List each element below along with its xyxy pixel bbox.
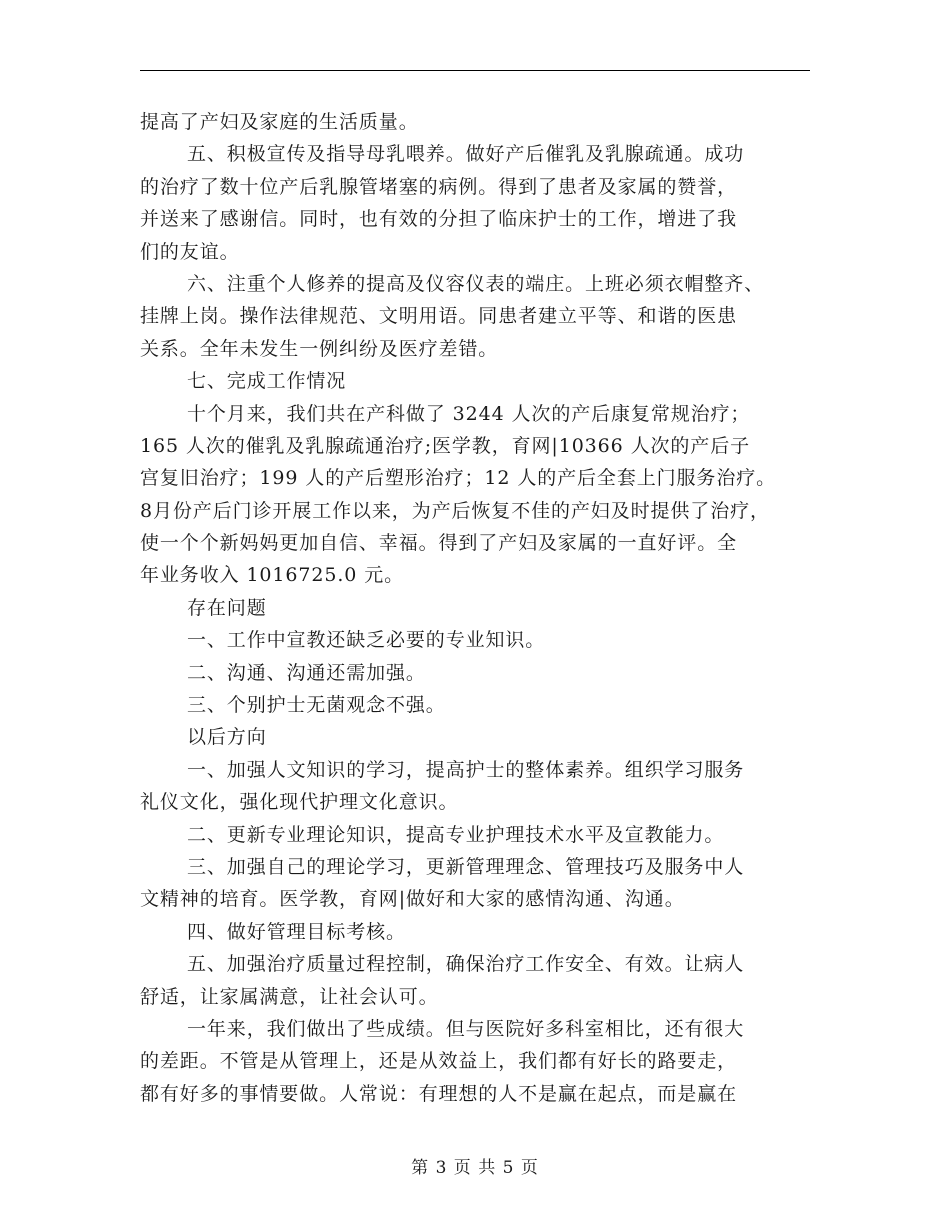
- text-line: 挂牌上岗。操作法律规范、文明用语。同患者建立平等、和谐的医患: [140, 305, 738, 328]
- text-line: 三、加强自己的理论学习，更新管理理念、管理技巧及服务中人: [187, 855, 745, 878]
- text-line: 存在问题: [187, 596, 267, 619]
- text-line: 165 人次的催乳及乳腺疏通治疗;医学教，育网|10366 人次的产后子: [140, 434, 750, 457]
- text-line: 舒适，让家属满意，让社会认可。: [140, 985, 439, 1008]
- text-line: 8月份产后门诊开展工作以来，为产后恢复不佳的产妇及时提供了治疗，: [140, 499, 770, 522]
- text-line: 提高了产妇及家庭的生活质量。: [140, 111, 419, 133]
- header-rule: [140, 70, 810, 71]
- text-line: 七、完成工作情况: [187, 370, 347, 393]
- text-line: 都有好多的事情要做。人常说：有理想的人不是赢在起点，而是赢在: [140, 1082, 738, 1105]
- text-line: 五、加强治疗质量过程控制，确保治疗工作安全、有效。让病人: [187, 953, 745, 976]
- text-line: 宫复旧治疗；199 人的产后塑形治疗；12 人的产后全套上门服务治疗。: [140, 467, 777, 490]
- page-number: 第 3 页 共 5 页: [411, 1158, 539, 1178]
- text-line: 以后方向: [187, 726, 267, 749]
- text-line: 年业务收入 1016725.0 元。: [140, 564, 405, 587]
- text-line: 的差距。不管是从管理上，还是从效益上，我们都有好长的路要走，: [140, 1050, 738, 1073]
- text-line: 十个月来，我们共在产科做了 3244 人次的产后康复常规治疗；: [187, 402, 751, 425]
- text-line: 一、工作中宣教还缺乏必要的专业知识。: [187, 629, 546, 652]
- text-line: 礼仪文化，强化现代护理文化意识。: [140, 791, 459, 814]
- text-line: 一、加强人文知识的学习，提高护士的整体素养。组织学习服务: [187, 758, 745, 781]
- text-line: 一年来，我们做出了些成绩。但与医院好多科室相比，还有很大: [187, 1017, 745, 1040]
- text-line: 六、注重个人修养的提高及仪容仪表的端庄。上班必须衣帽整齐、: [187, 272, 765, 295]
- text-line: 们的友谊。: [140, 240, 240, 263]
- text-line: 二、沟通、沟通还需加强。: [187, 661, 426, 684]
- document-body: [140, 106, 820, 1110]
- text-line: 五、积极宣传及指导母乳喂养。做好产后催乳及乳腺疏通。成功: [187, 143, 745, 166]
- text-line: 的治疗了数十位产后乳腺管堵塞的病例。得到了患者及家属的赞誉，: [140, 175, 738, 198]
- text-line: 四、做好管理目标考核。: [187, 920, 406, 943]
- text-line: 三、个别护士无菌观念不强。: [187, 694, 446, 717]
- text-line: 文精神的培育。医学教，育网|做好和大家的感情沟通、沟通。: [140, 888, 685, 911]
- text-line: 使一个个新妈妈更加自信、幸福。得到了产妇及家属的一直好评。全: [140, 532, 738, 555]
- text-line: 二、更新专业理论知识，提高专业护理技术水平及宣教能力。: [187, 823, 725, 846]
- text-line: 关系。全年未发生一例纠纷及医疗差错。: [140, 337, 499, 360]
- text-line: 并送来了感谢信。同时，也有效的分担了临床护士的工作，增进了我: [140, 208, 738, 231]
